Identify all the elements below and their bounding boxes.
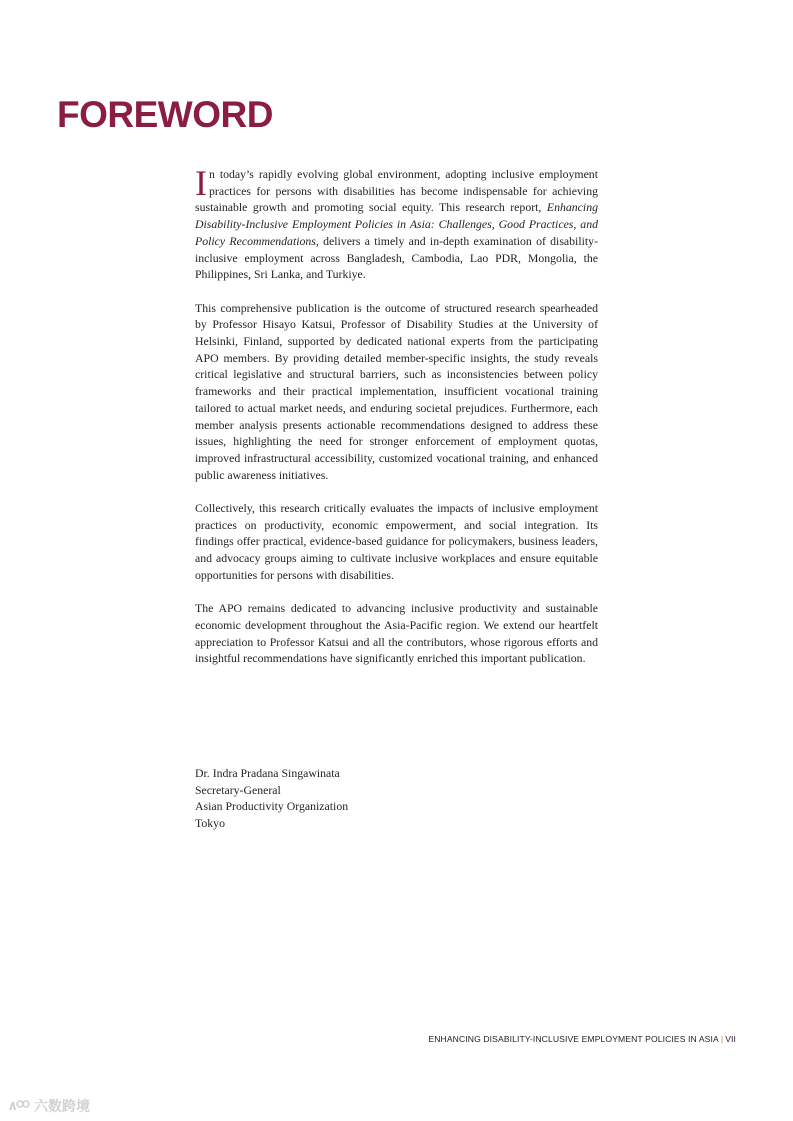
drop-cap: I bbox=[195, 163, 207, 203]
paragraph-1-text-start: n today’s rapidly evolving global environment, adopting inclusive employment practices for persons with disabilities has become indispensable for achieving sustainable growth and promoting social equity. This research report, bbox=[195, 167, 598, 215]
paragraph-2: This comprehensive publication is the outcome of structured research spearheaded by Professor Hisayo Katsui, Professor of Disability Studies at the University of Helsinki, Finland, supported by dedicated national experts from the participating APO members. By providing detailed member-specific insights, the study reveals critical legislative and structural barriers, such as inconsistencies between policy frameworks and their practical implementation, insufficient vocational training tailored to actual market needs, and enduring societal prejudices. Furthermore, each member analysis presents actionable recommendations designed to address these issues, highlighting the need for stronger enforcement of employment quotas, improved infrastructural accessibility, customized vocational training, and enhanced public awareness initiatives. bbox=[195, 300, 598, 482]
signature-block bbox=[195, 765, 348, 832]
signatory-organization: Asian Productivity Organization bbox=[195, 799, 349, 814]
watermark-text: 六数跨境 bbox=[34, 1098, 90, 1114]
paragraph-3: Collectively, this research critically evaluates the impacts of inclusive employment practices on productivity, economic empowerment, and social integration. Its findings offer practical, evidence-based guidance for policymakers, business leaders, and advocacy groups aiming to cultivate inclusive workplaces and ensure equitable opportunities for persons with disabilities. bbox=[195, 501, 598, 582]
watermark bbox=[8, 1096, 90, 1116]
foreword-body bbox=[195, 163, 598, 684]
page-title: FOREWORD bbox=[57, 94, 273, 135]
signatory-name: Dr. Indra Pradana Singawinata bbox=[195, 766, 340, 780]
paragraph-4: The APO remains dedicated to advancing inclusive productivity and sustainable economic development throughout the Asia-Pacific region. We extend our heartfelt appreciation to Professor Katsui and all the contributors, whose rigorous efforts and insightful recommendations have significantly enriched this important publication. bbox=[195, 601, 598, 666]
report-title-italic: Enhancing Disability-Inclusive Employment Policies in Asia: Challenges, Good Practices, and Policy Recommendations bbox=[195, 200, 598, 248]
paragraph-1 bbox=[195, 163, 598, 283]
lingshu-logo-icon bbox=[8, 1099, 30, 1113]
footer-separator: | bbox=[720, 1034, 724, 1044]
signatory-city: Tokyo bbox=[195, 816, 225, 831]
running-title: ENHANCING DISABILITY-INCLUSIVE EMPLOYMENT POLICIES IN ASIA bbox=[428, 1034, 719, 1044]
page-footer bbox=[428, 1034, 736, 1044]
paragraph-1-text-end: , delivers a timely and in-depth examination of disability-inclusive employment across Bangladesh, Cambodia, Lao PDR, Mongolia, the Philippines, Sri Lanka, and Turkiye. bbox=[195, 233, 598, 282]
signatory-position: Secretary-General bbox=[195, 782, 281, 797]
page-number: VII bbox=[725, 1034, 736, 1044]
